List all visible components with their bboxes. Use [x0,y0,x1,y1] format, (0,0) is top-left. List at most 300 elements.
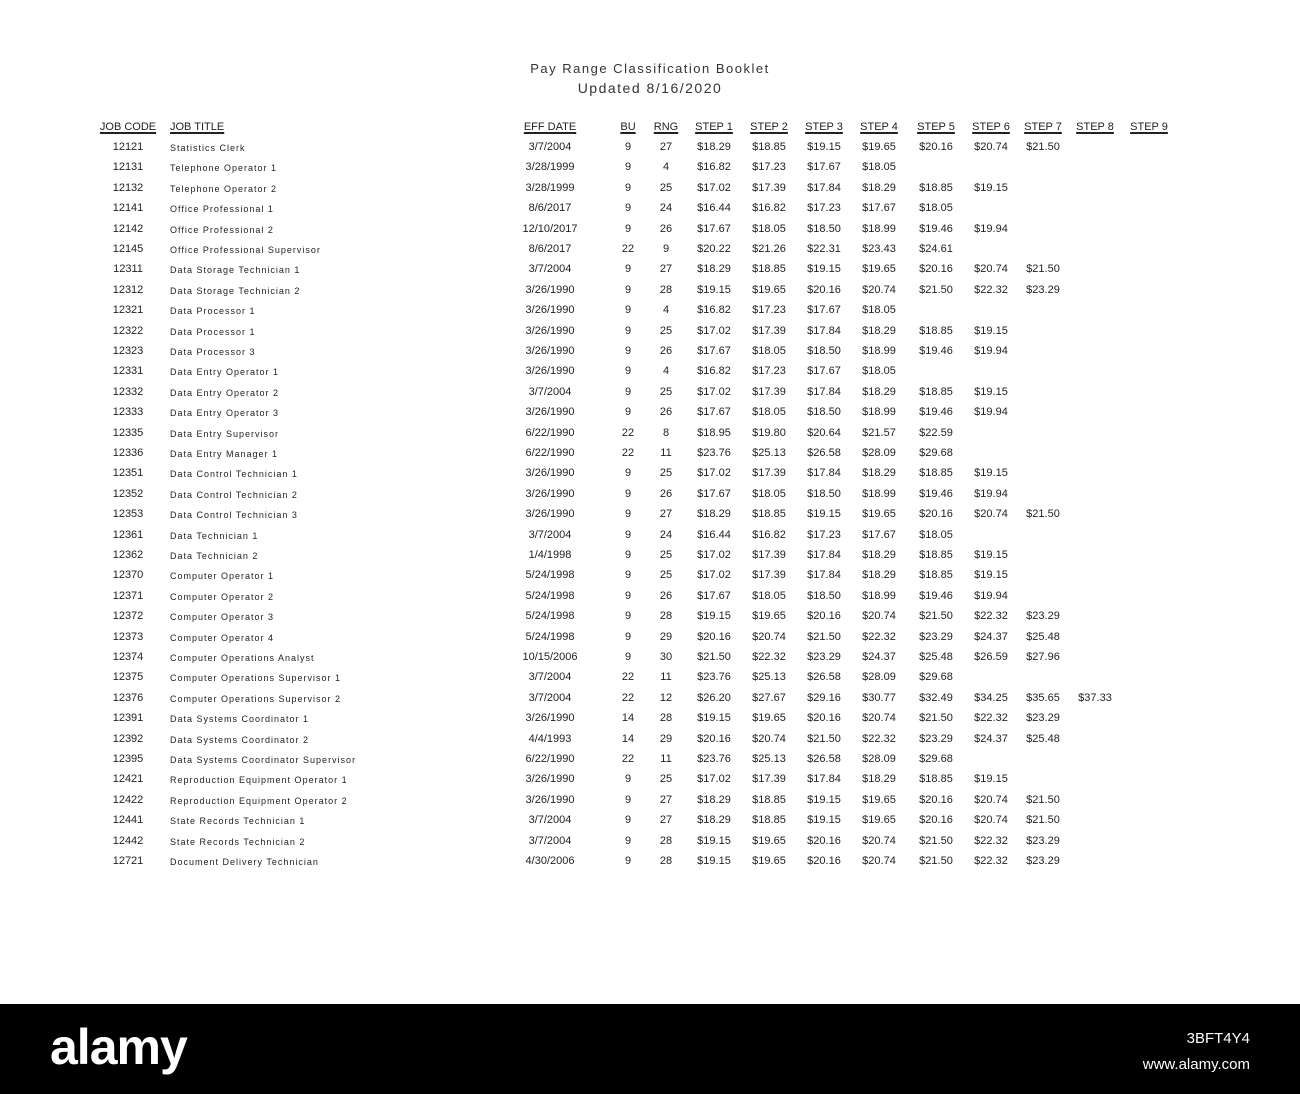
step-7: $23.29 [1026,610,1060,623]
job-title: Computer Operations Supervisor 1 [170,673,342,684]
step-6: $19.15 [974,549,1008,561]
job-title: Data Entry Operator 2 [170,387,280,398]
step-5: $29.68 [919,753,953,765]
image-id: 3BFT4Y4 [1186,1030,1250,1047]
job-title: Data Storage Technician 1 [170,265,301,276]
step-6: $24.37 [974,732,1008,745]
rng: 26 [659,406,673,419]
step-4: $20.74 [862,283,896,296]
step-4: $18.29 [862,467,896,480]
step-2: $17.23 [752,161,786,174]
step-3: $17.67 [807,365,841,378]
job-code: 12131 [112,161,144,174]
bu: 14 [621,732,635,745]
job-title: Reproduction Equipment Operator 1 [170,775,348,786]
step-5: $23.29 [919,630,953,643]
job-code: 12441 [112,814,144,827]
table-row [0,386,1300,404]
step-2: $17.39 [752,773,786,786]
step-1: $19.15 [697,610,731,623]
column-header: STEP 1 [695,121,733,133]
bu: 22 [621,447,635,459]
table-row [0,406,1300,424]
table-row [0,773,1300,791]
job-code: 12370 [112,569,144,582]
job-title: Data Systems Coordinator 1 [170,714,310,725]
job-code: 12141 [112,202,144,215]
column-header: RNG [653,121,679,133]
job-code: 12361 [112,528,144,541]
step-6: $19.94 [974,406,1008,419]
job-code: 12371 [112,589,144,602]
job-code: 12372 [112,610,144,623]
eff-date: 3/7/2004 [528,263,572,276]
step-1: $17.02 [697,569,731,582]
job-title: State Records Technician 1 [170,816,306,827]
step-4: $30.77 [862,691,896,704]
eff-date: 8/6/2017 [528,243,572,255]
eff-date: 6/22/1990 [525,447,575,459]
job-title: Data Systems Coordinator Supervisor [170,755,357,765]
step-7: $35.65 [1026,691,1060,704]
step-1: $17.02 [697,181,731,194]
table-row [0,835,1300,853]
step-1: $19.15 [697,712,731,725]
step-4: $18.29 [862,773,896,786]
step-3: $20.16 [807,834,841,847]
step-4: $17.67 [862,528,896,541]
step-4: $18.99 [862,222,896,235]
bu: 9 [624,324,632,337]
bu: 9 [624,569,632,582]
bu: 9 [624,304,632,317]
job-title: Computer Operator 4 [170,632,275,643]
eff-date: 1/4/1998 [528,549,572,561]
step-3: $17.84 [807,385,841,398]
step-5: $19.46 [919,222,953,235]
job-code: 12145 [112,243,144,255]
step-6: $20.74 [974,263,1008,276]
job-title: Data Control Technician 3 [170,510,298,521]
step-6: $19.15 [974,773,1008,786]
step-2: $18.05 [752,589,786,602]
step-4: $28.09 [862,447,896,459]
bu: 22 [621,426,635,439]
step-5: $19.46 [919,487,953,500]
column-header: STEP 5 [917,121,955,133]
step-3: $29.16 [807,691,841,704]
step-7: $23.29 [1026,712,1060,725]
step-1: $17.67 [697,406,731,419]
job-title: Data Entry Supervisor [170,428,280,439]
column-header: STEP 9 [1130,121,1168,133]
step-1: $16.82 [697,304,731,317]
job-title: Telephone Operator 2 [170,183,278,194]
step-1: $17.02 [697,773,731,786]
job-code: 12374 [112,651,144,663]
step-4: $24.37 [862,651,896,663]
step-5: $20.16 [919,141,953,153]
job-title: Statistics Clerk [170,143,246,153]
step-7: $23.29 [1026,834,1060,847]
step-3: $17.67 [807,161,841,174]
step-3: $21.50 [807,732,841,745]
rng: 27 [659,814,673,827]
step-5: $24.61 [919,243,953,255]
step-5: $29.68 [919,447,953,459]
step-4: $18.99 [862,406,896,419]
step-5: $22.59 [919,426,953,439]
table-row [0,794,1300,812]
eff-date: 3/7/2004 [528,834,572,847]
table-row [0,467,1300,485]
job-title: Computer Operations Analyst [170,653,315,663]
step-2: $20.74 [752,732,786,745]
step-4: $18.29 [862,549,896,561]
table-row [0,610,1300,628]
eff-date: 3/7/2004 [528,385,572,398]
job-title: Data Control Technician 2 [170,489,298,500]
job-title: Telephone Operator 1 [170,163,278,174]
rng: 27 [659,141,673,153]
step-3: $17.23 [807,528,841,541]
step-1: $20.16 [697,630,731,643]
job-title: Office Professional Supervisor [170,245,321,255]
eff-date: 3/28/1999 [525,161,575,174]
step-5: $21.50 [919,283,953,296]
step-2: $17.39 [752,385,786,398]
step-5: $18.85 [919,467,953,480]
step-2: $22.32 [752,651,786,663]
step-4: $18.05 [862,365,896,378]
step-5: $20.16 [919,793,953,806]
step-5: $21.50 [919,834,953,847]
column-header: STEP 4 [860,121,898,133]
step-2: $17.23 [752,365,786,378]
bu: 9 [624,610,632,623]
step-4: $18.05 [862,161,896,174]
job-code: 12142 [112,222,144,235]
step-4: $22.32 [862,630,896,643]
rng: 28 [659,610,673,623]
image-id-block [1143,1026,1250,1078]
table-row [0,671,1300,689]
eff-date: 3/26/1990 [525,487,575,500]
bu: 9 [624,651,632,663]
bu: 9 [624,528,632,541]
rng: 25 [659,324,673,337]
step-2: $25.13 [752,753,786,765]
step-3: $17.84 [807,549,841,561]
watermark-url: www.alamy.com [1142,1056,1250,1073]
eff-date: 3/7/2004 [528,671,572,684]
step-3: $17.84 [807,324,841,337]
step-7: $25.48 [1026,630,1060,643]
rng: 25 [659,385,673,398]
step-5: $20.16 [919,508,953,521]
step-2: $25.13 [752,671,786,684]
bu: 9 [624,181,632,194]
step-5: $29.68 [919,671,953,684]
step-4: $20.74 [862,834,896,847]
step-4: $23.43 [862,243,896,255]
rng: 29 [659,630,673,643]
job-title: Data Technician 1 [170,530,259,541]
step-2: $20.74 [752,630,786,643]
step-1: $17.02 [697,385,731,398]
eff-date: 3/26/1990 [525,508,575,521]
step-3: $19.15 [807,508,841,521]
table-row [0,753,1300,771]
rng: 25 [659,773,673,786]
eff-date: 3/26/1990 [525,365,575,378]
bu: 9 [624,345,632,357]
bu: 9 [624,222,632,235]
step-2: $18.05 [752,487,786,500]
table-row [0,692,1300,710]
step-1: $23.76 [697,447,731,459]
step-1: $17.67 [697,589,731,602]
step-2: $18.85 [752,793,786,806]
step-4: $18.29 [862,181,896,194]
step-2: $27.67 [752,691,786,704]
job-title: Data Control Technician 1 [170,469,298,480]
step-2: $16.82 [752,528,786,541]
bu: 9 [624,773,632,786]
rng: 28 [659,712,673,725]
step-3: $17.67 [807,304,841,317]
bu: 9 [624,161,632,174]
bu: 22 [621,671,635,684]
job-title: State Records Technician 2 [170,836,306,847]
job-code: 12395 [112,753,144,765]
bu: 9 [624,385,632,398]
table-row [0,712,1300,730]
eff-date: 3/26/1990 [525,793,575,806]
table-row [0,365,1300,383]
step-5: $19.46 [919,589,953,602]
table-row [0,304,1300,322]
step-6: $22.32 [974,610,1008,623]
step-4: $21.57 [862,426,896,439]
table-row [0,447,1300,465]
step-3: $17.23 [807,202,841,215]
step-6: $19.15 [974,569,1008,582]
step-3: $22.31 [807,243,841,255]
step-4: $18.29 [862,569,896,582]
rng: 26 [659,589,673,602]
step-3: $26.58 [807,447,841,459]
step-1: $23.76 [697,671,731,684]
job-title: Computer Operator 2 [170,591,275,602]
updated-date: Updated 8/16/2020 [577,80,723,96]
step-2: $18.85 [752,263,786,276]
job-code: 12376 [112,691,144,704]
step-3: $18.50 [807,487,841,500]
step-3: $21.50 [807,630,841,643]
eff-date: 3/7/2004 [528,691,572,704]
step-2: $19.65 [752,712,786,725]
job-title: Office Professional 2 [170,224,274,235]
eff-date: 3/26/1990 [525,283,575,296]
step-1: $20.16 [697,732,731,745]
step-3: $17.84 [807,467,841,480]
step-5: $20.16 [919,263,953,276]
table-row [0,223,1300,241]
step-4: $19.65 [862,263,896,276]
step-5: $32.49 [919,691,953,704]
table-row [0,284,1300,302]
bu: 9 [624,365,632,378]
job-code: 12322 [112,324,144,337]
eff-date: 3/26/1990 [525,406,575,419]
rng: 24 [659,202,673,215]
step-7: $23.29 [1026,855,1060,867]
bu: 9 [624,855,632,867]
alamy-logo: alamy [50,1019,187,1075]
job-code: 12332 [112,385,144,398]
step-3: $18.50 [807,345,841,357]
step-1: $16.44 [697,528,731,541]
table-row [0,202,1300,220]
step-2: $19.65 [752,610,786,623]
step-2: $25.13 [752,447,786,459]
rng: 28 [659,855,673,867]
step-1: $17.67 [697,345,731,357]
step-4: $19.65 [862,508,896,521]
table-row [0,427,1300,445]
eff-date: 10/15/2006 [522,651,578,663]
step-4: $28.09 [862,753,896,765]
step-3: $20.16 [807,712,841,725]
step-3: $18.50 [807,222,841,235]
bu: 9 [624,263,632,276]
step-6: $22.32 [974,834,1008,847]
step-2: $18.05 [752,222,786,235]
job-title: Data Processor 1 [170,326,256,337]
step-2: $18.85 [752,814,786,827]
step-5: $21.50 [919,610,953,623]
step-5: $19.46 [919,345,953,357]
bu: 9 [624,141,632,153]
table-row [0,814,1300,832]
job-title: Computer Operator 3 [170,612,275,623]
step-3: $20.16 [807,283,841,296]
step-5: $18.85 [919,569,953,582]
bu: 9 [624,793,632,806]
step-2: $18.05 [752,345,786,357]
step-1: $23.76 [697,753,731,765]
rng: 25 [659,181,673,194]
table-row [0,529,1300,547]
column-header: JOB TITLE [170,121,225,133]
step-1: $19.15 [697,834,731,847]
eff-date: 3/26/1990 [525,773,575,786]
step-5: $21.50 [919,712,953,725]
job-code: 12311 [113,263,143,276]
step-6: $20.74 [974,793,1008,806]
rng: 12 [659,691,673,704]
rng: 28 [659,834,673,847]
eff-date: 3/26/1990 [525,324,575,337]
job-title: Computer Operator 1 [170,571,275,582]
step-1: $26.20 [697,691,731,704]
step-1: $18.29 [697,793,731,806]
bu: 9 [624,589,632,602]
job-title: Data Entry Manager 1 [170,449,279,459]
step-6: $34.25 [974,691,1008,704]
step-1: $17.02 [697,324,731,337]
eff-date: 3/7/2004 [528,814,572,827]
job-code: 12421 [112,773,144,786]
step-6: $19.94 [974,589,1008,602]
step-4: $18.99 [862,487,896,500]
bu: 22 [621,691,635,704]
step-1: $17.02 [697,467,731,480]
step-4: $18.99 [862,345,896,357]
step-5: $20.16 [919,814,953,827]
table-row [0,549,1300,567]
rng: 26 [659,345,673,357]
column-header: STEP 8 [1076,121,1114,133]
rng: 27 [659,508,673,521]
eff-date: 12/10/2017 [522,222,578,235]
step-6: $22.32 [974,855,1008,867]
step-6: $26.59 [974,651,1008,663]
step-3: $26.58 [807,753,841,765]
step-4: $19.65 [862,814,896,827]
step-2: $19.65 [752,283,786,296]
step-5: $18.85 [919,385,953,398]
table-row [0,855,1300,873]
step-3: $20.16 [807,610,841,623]
step-7: $27.96 [1026,651,1060,663]
job-code: 12373 [112,630,144,643]
table-row [0,631,1300,649]
step-2: $17.39 [752,569,786,582]
step-1: $16.82 [697,161,731,174]
step-1: $17.02 [697,549,731,561]
step-6: $24.37 [974,630,1008,643]
step-3: $19.15 [807,263,841,276]
step-6: $19.15 [974,181,1008,194]
job-title: Data Systems Coordinator 2 [170,734,310,745]
job-code: 12351 [112,467,144,480]
job-code: 12121 [112,141,144,153]
step-4: $22.32 [862,732,896,745]
bu: 9 [624,508,632,521]
eff-date: 5/24/1998 [525,610,575,623]
table-row [0,733,1300,751]
bu: 9 [624,834,632,847]
rng: 11 [660,671,672,684]
job-title: Data Processor 3 [170,347,256,357]
step-6: $19.94 [974,222,1008,235]
job-title: Computer Operations Supervisor 2 [170,693,342,704]
step-6: $19.94 [974,487,1008,500]
eff-date: 5/24/1998 [525,569,575,582]
step-1: $17.67 [697,487,731,500]
step-3: $19.15 [807,793,841,806]
job-code: 12335 [112,426,144,439]
step-5: $18.85 [919,181,953,194]
step-4: $20.74 [862,610,896,623]
step-5: $18.85 [919,773,953,786]
step-2: $18.85 [752,508,786,521]
step-1: $17.67 [697,222,731,235]
job-code: 12331 [112,365,144,378]
step-3: $20.64 [807,426,841,439]
